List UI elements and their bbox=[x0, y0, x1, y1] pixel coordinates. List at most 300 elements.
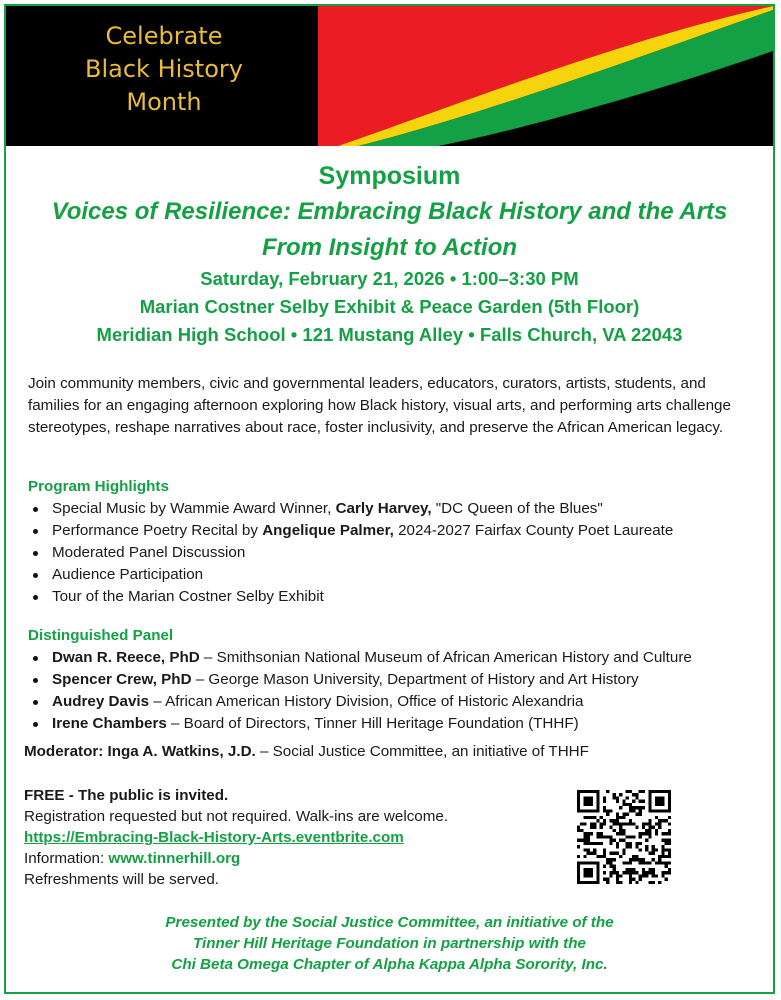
qr-module bbox=[626, 871, 629, 874]
qr-module bbox=[590, 832, 593, 835]
item-text: Moderated Panel Discussion bbox=[52, 544, 246, 561]
qr-module bbox=[616, 796, 619, 799]
qr-module bbox=[577, 855, 580, 858]
qr-module bbox=[648, 829, 651, 832]
qr-module bbox=[619, 874, 622, 877]
qr-module bbox=[629, 806, 632, 809]
qr-module bbox=[622, 839, 625, 842]
qr-module bbox=[606, 861, 609, 864]
qr-module bbox=[658, 881, 661, 884]
qr-module bbox=[639, 878, 642, 881]
qr-module bbox=[639, 842, 642, 845]
qr-module bbox=[665, 855, 668, 858]
qr-module bbox=[600, 855, 603, 858]
qr-module bbox=[648, 835, 651, 838]
item-detail: "DC Queen of the Blues" bbox=[431, 500, 603, 517]
list-item bbox=[28, 713, 692, 735]
qr-module bbox=[629, 803, 632, 806]
qr-module bbox=[665, 861, 668, 864]
admission-info bbox=[24, 785, 448, 890]
presented-by-line: Presented by the Social Justice Committee, an initiative of the bbox=[165, 914, 614, 931]
qr-module bbox=[629, 819, 632, 822]
qr-module bbox=[583, 842, 586, 845]
qr-module bbox=[619, 806, 622, 809]
qr-module bbox=[668, 868, 671, 871]
panelist-affiliation: – Board of Directors, Tinner Hill Heritage Foundation (THHF) bbox=[166, 715, 579, 732]
qr-module bbox=[622, 822, 625, 825]
qr-module bbox=[596, 855, 599, 858]
qr-module bbox=[606, 809, 609, 812]
qr-module bbox=[606, 790, 609, 793]
qr-module bbox=[661, 855, 664, 858]
qr-module bbox=[629, 835, 632, 838]
qr-module bbox=[668, 839, 671, 842]
qr-module bbox=[587, 848, 590, 851]
qr-module bbox=[661, 839, 664, 842]
qr-module bbox=[658, 858, 661, 861]
qr-module bbox=[622, 861, 625, 864]
panelist-affiliation: – Smithsonian National Museum of African American History and Culture bbox=[199, 649, 692, 666]
qr-module bbox=[593, 842, 596, 845]
qr-module bbox=[632, 878, 635, 881]
qr-module bbox=[590, 816, 593, 819]
qr-module bbox=[603, 865, 606, 868]
qr-module bbox=[648, 822, 651, 825]
qr-module bbox=[577, 826, 580, 829]
qr-module bbox=[619, 826, 622, 829]
qr-module bbox=[587, 842, 590, 845]
qr-module bbox=[645, 871, 648, 874]
qr-module bbox=[661, 861, 664, 864]
qr-module bbox=[619, 832, 622, 835]
qr-module bbox=[655, 861, 658, 864]
qr-module bbox=[635, 881, 638, 884]
qr-module bbox=[668, 832, 671, 835]
website-link[interactable]: www.tinnerhill.org bbox=[108, 850, 241, 867]
qr-module bbox=[616, 822, 619, 825]
qr-module bbox=[668, 855, 671, 858]
qr-module bbox=[632, 800, 635, 803]
qr-module bbox=[668, 871, 671, 874]
event-address: Meridian High School • 121 Mustang Alley • Falls Church, VA 22043 bbox=[96, 324, 683, 345]
qr-module bbox=[652, 826, 655, 829]
qr-module bbox=[587, 816, 590, 819]
information-line bbox=[24, 848, 448, 869]
event-date-time: Saturday, February 21, 2026 • 1:00–3:30 PM bbox=[200, 268, 579, 289]
qr-module bbox=[622, 848, 625, 851]
qr-module bbox=[587, 839, 590, 842]
qr-module bbox=[668, 822, 671, 825]
list-item bbox=[28, 564, 673, 586]
moderator-affiliation: – Social Justice Committee, an initiative of THHF bbox=[255, 743, 589, 760]
eventbrite-link[interactable]: https://Embracing-Black-History-Arts.eventbrite.com bbox=[24, 829, 404, 846]
qr-module bbox=[603, 871, 606, 874]
qr-module bbox=[619, 829, 622, 832]
event-title: Voices of Resilience: Embracing Black History and the Arts bbox=[51, 198, 728, 225]
symposium-heading: Symposium bbox=[318, 162, 461, 190]
qr-module bbox=[629, 868, 632, 871]
qr-module bbox=[652, 845, 655, 848]
qr-module bbox=[661, 848, 664, 851]
qr-module bbox=[658, 826, 661, 829]
qr-module bbox=[626, 835, 629, 838]
qr-module bbox=[609, 839, 612, 842]
qr-module bbox=[665, 871, 668, 874]
header-banner bbox=[6, 6, 773, 146]
qr-module bbox=[645, 829, 648, 832]
qr-module bbox=[603, 855, 606, 858]
qr-module bbox=[613, 829, 616, 832]
qr-module bbox=[587, 832, 590, 835]
qr-module bbox=[590, 822, 593, 825]
qr-module bbox=[613, 822, 616, 825]
qr-module bbox=[587, 852, 590, 855]
qr-module bbox=[603, 800, 606, 803]
qr-module bbox=[632, 822, 635, 825]
performer-name: Angelique Palmer, bbox=[262, 522, 394, 539]
qr-module bbox=[609, 819, 612, 822]
qr-module bbox=[652, 868, 655, 871]
panelist-name: Irene Chambers bbox=[52, 715, 167, 732]
qr-module bbox=[616, 800, 619, 803]
qr-module bbox=[655, 874, 658, 877]
qr-module bbox=[629, 861, 632, 864]
qr-module bbox=[606, 878, 609, 881]
banner-title bbox=[6, 20, 322, 119]
qr-module bbox=[655, 832, 658, 835]
qr-module bbox=[635, 793, 638, 796]
qr-module bbox=[577, 845, 580, 848]
qr-module bbox=[596, 842, 599, 845]
item-detail: 2024-2027 Fairfax County Poet Laureate bbox=[393, 522, 674, 539]
qr-module bbox=[626, 868, 629, 871]
qr-module bbox=[635, 806, 638, 809]
qr-module bbox=[583, 855, 586, 858]
qr-module bbox=[577, 829, 580, 832]
qr-module bbox=[661, 845, 664, 848]
qr-module bbox=[603, 852, 606, 855]
qr-module bbox=[632, 809, 635, 812]
qr-module bbox=[629, 822, 632, 825]
qr-module bbox=[622, 871, 625, 874]
qr-module bbox=[616, 881, 619, 884]
qr-module bbox=[600, 832, 603, 835]
qr-module bbox=[668, 842, 671, 845]
qr-module bbox=[655, 848, 658, 851]
qr-module bbox=[629, 790, 632, 793]
qr-module bbox=[600, 816, 603, 819]
qr-module bbox=[619, 793, 622, 796]
qr-module bbox=[583, 835, 586, 838]
presented-by-line: Chi Beta Omega Chapter of Alpha Kappa Alpha Sorority, Inc. bbox=[171, 956, 608, 973]
qr-module bbox=[622, 829, 625, 832]
qr-module bbox=[600, 842, 603, 845]
moderator-line bbox=[24, 743, 589, 760]
qr-module bbox=[661, 871, 664, 874]
qr-module bbox=[632, 871, 635, 874]
refreshments-note: Refreshments will be served. bbox=[24, 871, 219, 888]
item-text: Tour of the Marian Costner Selby Exhibit bbox=[52, 588, 324, 605]
event-venue: Marian Costner Selby Exhibit & Peace Garden (5th Floor) bbox=[139, 296, 640, 317]
qr-module bbox=[583, 839, 586, 842]
qr-module bbox=[658, 861, 661, 864]
qr-module bbox=[626, 796, 629, 799]
qr-finder-core bbox=[583, 868, 593, 878]
item-text: Performance Poetry Recital by bbox=[52, 522, 263, 539]
banner-title-line: Black History bbox=[85, 55, 243, 83]
intro-paragraph: Join community members, civic and governmental leaders, educators, curators, artists, students, and families for an engaging afternoon exploring how Black history, visual arts, and performing arts challenge stereotypes, reshape narratives about race, foster inclusivity, and preserve the African American legacy. bbox=[28, 375, 731, 436]
qr-module bbox=[639, 858, 642, 861]
qr-module bbox=[668, 829, 671, 832]
qr-module bbox=[629, 858, 632, 861]
qr-module bbox=[600, 835, 603, 838]
qr-module bbox=[596, 832, 599, 835]
qr-module bbox=[619, 839, 622, 842]
qr-module bbox=[606, 813, 609, 816]
qr-module bbox=[613, 852, 616, 855]
qr-module bbox=[645, 861, 648, 864]
qr-finder-core bbox=[655, 796, 665, 806]
qr-module bbox=[600, 822, 603, 825]
banner-title-line: Month bbox=[126, 88, 202, 116]
qr-finder-core bbox=[583, 796, 593, 806]
item-text: Special Music by Wammie Award Winner, bbox=[52, 500, 336, 517]
qr-module bbox=[632, 806, 635, 809]
qr-module bbox=[616, 852, 619, 855]
qr-module bbox=[639, 813, 642, 816]
qr-module bbox=[613, 871, 616, 874]
qr-module bbox=[600, 826, 603, 829]
registration-link-line bbox=[24, 827, 448, 848]
qr-module bbox=[661, 832, 664, 835]
qr-module bbox=[632, 858, 635, 861]
program-highlights-list bbox=[28, 498, 673, 608]
qr-module bbox=[642, 861, 645, 864]
qr-module bbox=[583, 816, 586, 819]
qr-module bbox=[622, 803, 625, 806]
panelist-name: Spencer Crew, PhD bbox=[52, 671, 192, 688]
qr-module bbox=[616, 871, 619, 874]
qr-module bbox=[648, 861, 651, 864]
qr-module bbox=[635, 796, 638, 799]
qr-module bbox=[616, 874, 619, 877]
qr-module bbox=[619, 881, 622, 884]
qr-module bbox=[613, 819, 616, 822]
qr-module bbox=[580, 822, 583, 825]
qr-module bbox=[661, 852, 664, 855]
presented-by bbox=[6, 912, 773, 975]
qr-module bbox=[596, 835, 599, 838]
qr-module bbox=[622, 832, 625, 835]
qr-module bbox=[645, 822, 648, 825]
qr-module bbox=[629, 809, 632, 812]
qr-module bbox=[639, 835, 642, 838]
qr-module bbox=[655, 816, 658, 819]
qr-module bbox=[616, 845, 619, 848]
qr-module bbox=[632, 855, 635, 858]
qr-module bbox=[639, 790, 642, 793]
moderator-name: Moderator: Inga A. Watkins, J.D. bbox=[24, 743, 256, 760]
qr-module bbox=[603, 809, 606, 812]
qr-module bbox=[655, 822, 658, 825]
qr-module bbox=[632, 868, 635, 871]
qr-module bbox=[665, 865, 668, 868]
qr-module bbox=[603, 848, 606, 851]
banner-title-line: Celebrate bbox=[105, 22, 223, 50]
pan-african-stripes-graphic bbox=[318, 6, 773, 146]
free-admission bbox=[24, 785, 448, 806]
qr-module bbox=[616, 832, 619, 835]
list-item bbox=[28, 586, 673, 608]
qr-module bbox=[642, 790, 645, 793]
qr-module bbox=[590, 826, 593, 829]
qr-module bbox=[642, 800, 645, 803]
qr-module bbox=[580, 829, 583, 832]
item-text: Audience Participation bbox=[52, 566, 204, 583]
qr-module bbox=[590, 842, 593, 845]
qr-module bbox=[616, 813, 619, 816]
qr-module bbox=[583, 822, 586, 825]
qr-module bbox=[580, 839, 583, 842]
qr-module bbox=[609, 871, 612, 874]
qr-module bbox=[635, 826, 638, 829]
qr-module bbox=[603, 796, 606, 799]
qr-module bbox=[661, 819, 664, 822]
qr-module bbox=[583, 832, 586, 835]
event-subtitle: From Insight to Action bbox=[261, 234, 518, 261]
qr-module bbox=[648, 852, 651, 855]
qr-module bbox=[639, 806, 642, 809]
panel-list bbox=[28, 647, 692, 735]
list-item bbox=[28, 647, 692, 669]
qr-module bbox=[665, 819, 668, 822]
qr-module bbox=[609, 874, 612, 877]
qr-module bbox=[603, 819, 606, 822]
qr-module bbox=[609, 865, 612, 868]
qr-module bbox=[665, 832, 668, 835]
qr-module bbox=[629, 881, 632, 884]
qr-module bbox=[622, 813, 625, 816]
qr-module bbox=[642, 868, 645, 871]
qr-module bbox=[652, 848, 655, 851]
qr-module bbox=[616, 816, 619, 819]
qr-module bbox=[609, 861, 612, 864]
qr-module bbox=[603, 878, 606, 881]
qr-module bbox=[629, 874, 632, 877]
performer-name: Carly Harvey, bbox=[335, 500, 432, 517]
qr-module bbox=[593, 852, 596, 855]
qr-module bbox=[635, 871, 638, 874]
qr-module bbox=[668, 816, 671, 819]
qr-module bbox=[642, 871, 645, 874]
qr-module bbox=[658, 822, 661, 825]
qr-module bbox=[593, 848, 596, 851]
qr-module bbox=[616, 878, 619, 881]
list-item bbox=[28, 520, 673, 542]
qr-module bbox=[639, 809, 642, 812]
qr-module bbox=[642, 826, 645, 829]
qr-module bbox=[652, 874, 655, 877]
qr-code-icon[interactable] bbox=[577, 790, 671, 884]
qr-module bbox=[668, 848, 671, 851]
qr-module bbox=[632, 835, 635, 838]
qr-module bbox=[639, 832, 642, 835]
list-item bbox=[28, 542, 673, 564]
qr-module bbox=[613, 839, 616, 842]
qr-module bbox=[619, 816, 622, 819]
qr-module bbox=[622, 816, 625, 819]
qr-module bbox=[606, 858, 609, 861]
qr-module bbox=[639, 874, 642, 877]
qr-module bbox=[609, 842, 612, 845]
qr-module bbox=[609, 826, 612, 829]
qr-module bbox=[635, 858, 638, 861]
qr-module bbox=[658, 819, 661, 822]
qr-module bbox=[645, 845, 648, 848]
qr-module bbox=[648, 871, 651, 874]
qr-module bbox=[632, 793, 635, 796]
qr-module bbox=[626, 822, 629, 825]
panelist-name: Audrey Davis bbox=[52, 693, 150, 710]
qr-module bbox=[603, 822, 606, 825]
qr-module bbox=[626, 861, 629, 864]
qr-module bbox=[635, 855, 638, 858]
qr-module bbox=[645, 848, 648, 851]
qr-module bbox=[665, 878, 668, 881]
qr-module bbox=[613, 865, 616, 868]
qr-module bbox=[639, 800, 642, 803]
qr-module bbox=[593, 826, 596, 829]
qr-module bbox=[626, 813, 629, 816]
list-item bbox=[28, 498, 673, 520]
qr-module bbox=[635, 845, 638, 848]
qr-module bbox=[603, 806, 606, 809]
qr-module bbox=[609, 835, 612, 838]
program-highlights-heading: Program Highlights bbox=[28, 478, 169, 495]
panelist-affiliation: – George Mason University, Department of History and Art History bbox=[191, 671, 639, 688]
qr-module bbox=[593, 816, 596, 819]
qr-module bbox=[613, 858, 616, 861]
qr-module bbox=[668, 852, 671, 855]
qr-module bbox=[665, 842, 668, 845]
information-label: Information: bbox=[24, 850, 109, 867]
qr-module bbox=[577, 839, 580, 842]
qr-module bbox=[629, 845, 632, 848]
qr-module bbox=[606, 835, 609, 838]
qr-module bbox=[642, 806, 645, 809]
qr-module bbox=[616, 842, 619, 845]
free-text: FREE - The public is invited. bbox=[24, 787, 229, 804]
qr-module bbox=[648, 881, 651, 884]
qr-module bbox=[626, 790, 629, 793]
qr-module bbox=[593, 822, 596, 825]
qr-module bbox=[661, 874, 664, 877]
qr-module bbox=[609, 858, 612, 861]
qr-module bbox=[635, 842, 638, 845]
qr-module bbox=[652, 881, 655, 884]
panelist-affiliation: – African American History Division, Office of Historic Alexandria bbox=[149, 693, 584, 710]
qr-module bbox=[642, 822, 645, 825]
qr-module bbox=[622, 852, 625, 855]
qr-module bbox=[645, 832, 648, 835]
qr-module bbox=[645, 839, 648, 842]
qr-module bbox=[629, 878, 632, 881]
qr-module bbox=[648, 832, 651, 835]
distinguished-panel-heading: Distinguished Panel bbox=[28, 627, 174, 644]
flyer bbox=[4, 4, 775, 994]
presented-by-line: Tinner Hill Heritage Foundation in partnership with the bbox=[193, 935, 586, 952]
qr-module bbox=[609, 809, 612, 812]
